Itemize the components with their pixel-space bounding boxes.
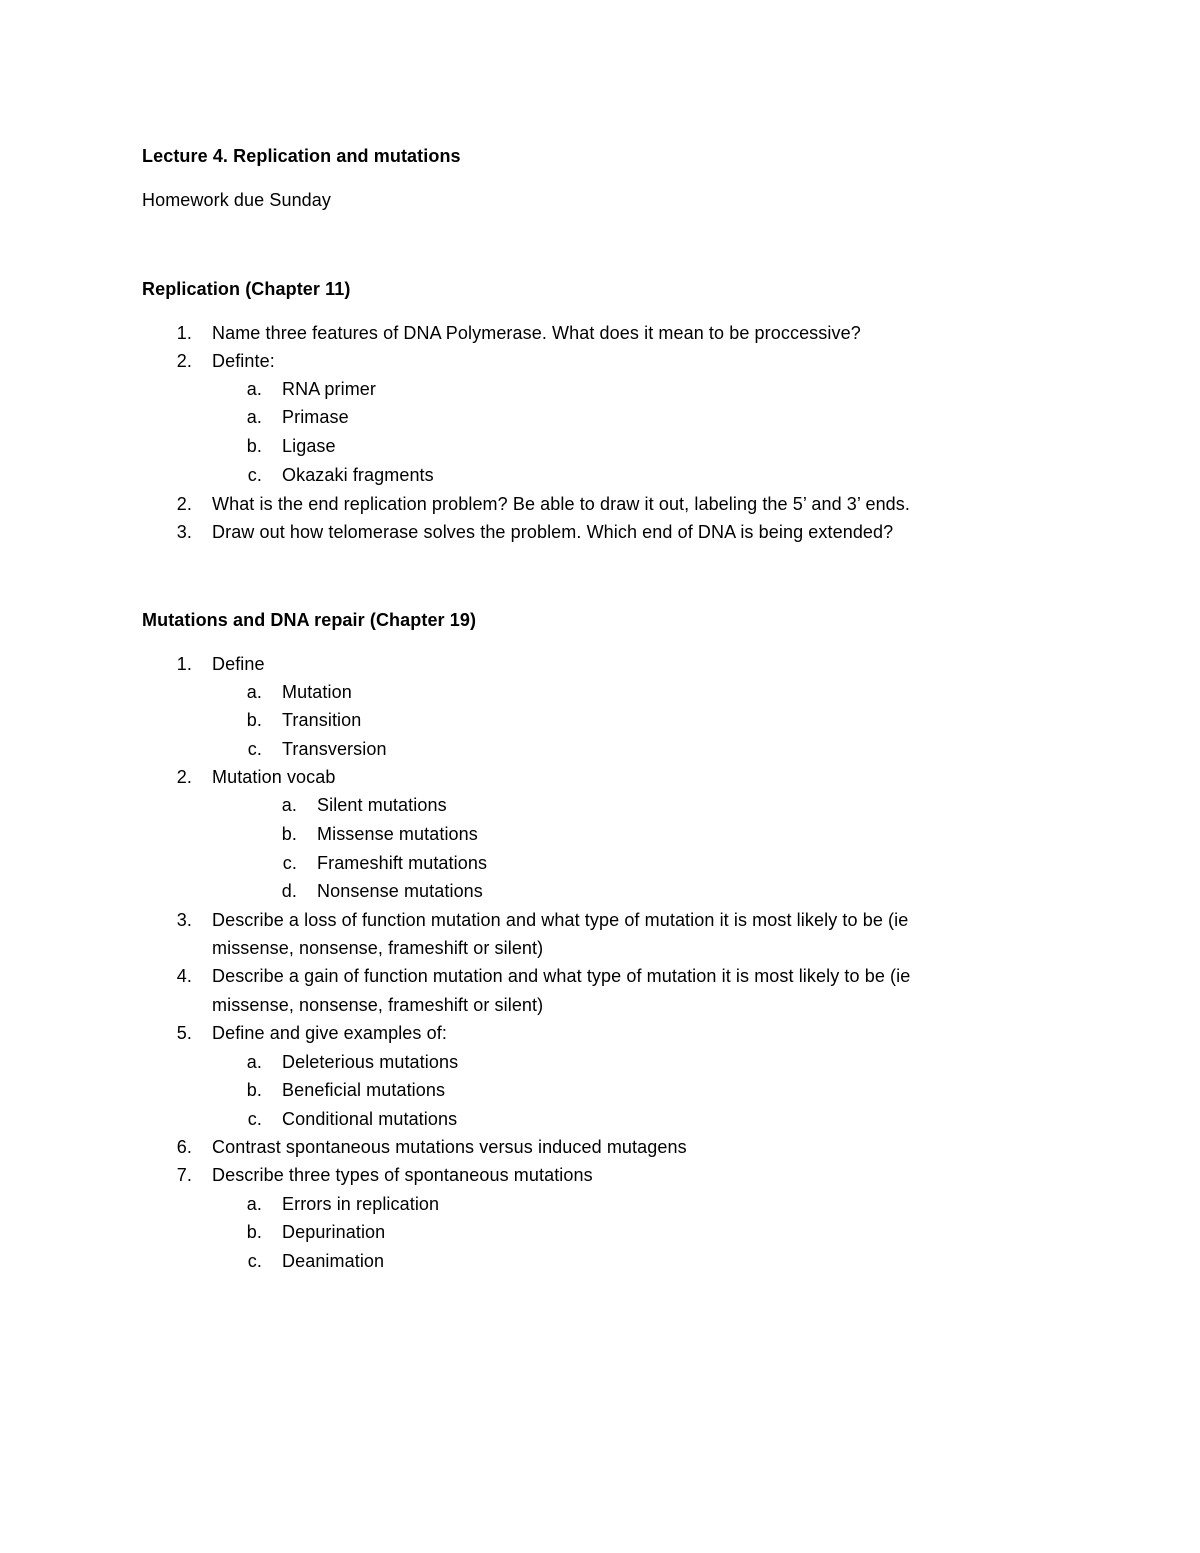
list-marker: a. bbox=[246, 407, 262, 427]
list-item: Missense mutations bbox=[317, 824, 478, 844]
list-marker: a. bbox=[246, 379, 262, 399]
list-marker: 1. bbox=[176, 654, 192, 674]
list-marker: a. bbox=[246, 682, 262, 702]
list-item: Mutation bbox=[282, 682, 352, 702]
list-marker: 7. bbox=[176, 1165, 192, 1185]
list-item: Describe a loss of function mutation and what type of mutation it is most likely to be (ie bbox=[212, 910, 909, 930]
list-item: RNA primer bbox=[282, 379, 377, 399]
list-marker: 1. bbox=[176, 323, 192, 343]
list-item-continuation: missense, nonsense, frameshift or silent) bbox=[212, 995, 544, 1015]
list-item: Name three features of DNA Polymerase. What does it mean to be proccessive? bbox=[212, 323, 861, 343]
list-marker: d. bbox=[281, 881, 297, 901]
list-marker: b. bbox=[246, 436, 262, 456]
list-item: Okazaki fragments bbox=[282, 465, 434, 485]
list-marker: 3. bbox=[176, 522, 192, 542]
list-item: Deanimation bbox=[282, 1251, 385, 1271]
list-item: Transversion bbox=[282, 739, 387, 759]
list-item: Silent mutations bbox=[317, 795, 447, 815]
list-marker: 2. bbox=[176, 767, 192, 787]
list-marker: c. bbox=[247, 1251, 262, 1271]
list-item: Errors in replication bbox=[282, 1194, 440, 1214]
list-marker: 2. bbox=[176, 494, 192, 514]
list-item: Contrast spontaneous mutations versus induced mutagens bbox=[212, 1137, 687, 1157]
list-item: Depurination bbox=[282, 1222, 386, 1242]
list-marker: a. bbox=[281, 795, 297, 815]
list-marker: c. bbox=[282, 853, 297, 873]
list-item: Primase bbox=[282, 407, 349, 427]
list-item: Definte: bbox=[212, 351, 275, 371]
list-marker: c. bbox=[247, 739, 262, 759]
list-item: Mutation vocab bbox=[212, 767, 336, 787]
list-item: Beneficial mutations bbox=[282, 1080, 446, 1100]
list-item: Frameshift mutations bbox=[317, 853, 488, 873]
list-item: Conditional mutations bbox=[282, 1109, 458, 1129]
list-marker: b. bbox=[246, 710, 262, 730]
list-marker: a. bbox=[246, 1194, 262, 1214]
document-title: Lecture 4. Replication and mutations bbox=[142, 146, 461, 166]
list-item: Draw out how telomerase solves the problem. Which end of DNA is being extended? bbox=[212, 522, 894, 542]
list-marker: 3. bbox=[176, 910, 192, 930]
section-heading-mutations: Mutations and DNA repair (Chapter 19) bbox=[142, 610, 477, 630]
list-item: Nonsense mutations bbox=[317, 881, 483, 901]
list-marker: 5. bbox=[176, 1023, 192, 1043]
list-item: What is the end replication problem? Be able to draw it out, labeling the 5’ and 3’ ends. bbox=[212, 494, 910, 514]
list-marker: c. bbox=[247, 465, 262, 485]
list-marker: c. bbox=[247, 1109, 262, 1129]
list-item: Transition bbox=[282, 710, 362, 730]
list-marker: 6. bbox=[176, 1137, 192, 1157]
list-marker: a. bbox=[246, 1052, 262, 1072]
list-item: Define bbox=[212, 654, 265, 674]
list-marker: b. bbox=[246, 1080, 262, 1100]
list-item: Describe a gain of function mutation and what type of mutation it is most likely to be (ie bbox=[212, 966, 911, 986]
list-item: Deleterious mutations bbox=[282, 1052, 459, 1072]
list-marker: b. bbox=[246, 1222, 262, 1242]
list-item: Ligase bbox=[282, 436, 336, 456]
list-marker: b. bbox=[281, 824, 297, 844]
list-marker: 4. bbox=[176, 966, 192, 986]
list-item-continuation: missense, nonsense, frameshift or silent) bbox=[212, 938, 544, 958]
list-marker: 2. bbox=[176, 351, 192, 371]
homework-note: Homework due Sunday bbox=[142, 190, 332, 210]
list-item: Define and give examples of: bbox=[212, 1023, 447, 1043]
section-heading-replication: Replication (Chapter 11) bbox=[142, 279, 351, 299]
list-item: Describe three types of spontaneous mutations bbox=[212, 1165, 593, 1185]
